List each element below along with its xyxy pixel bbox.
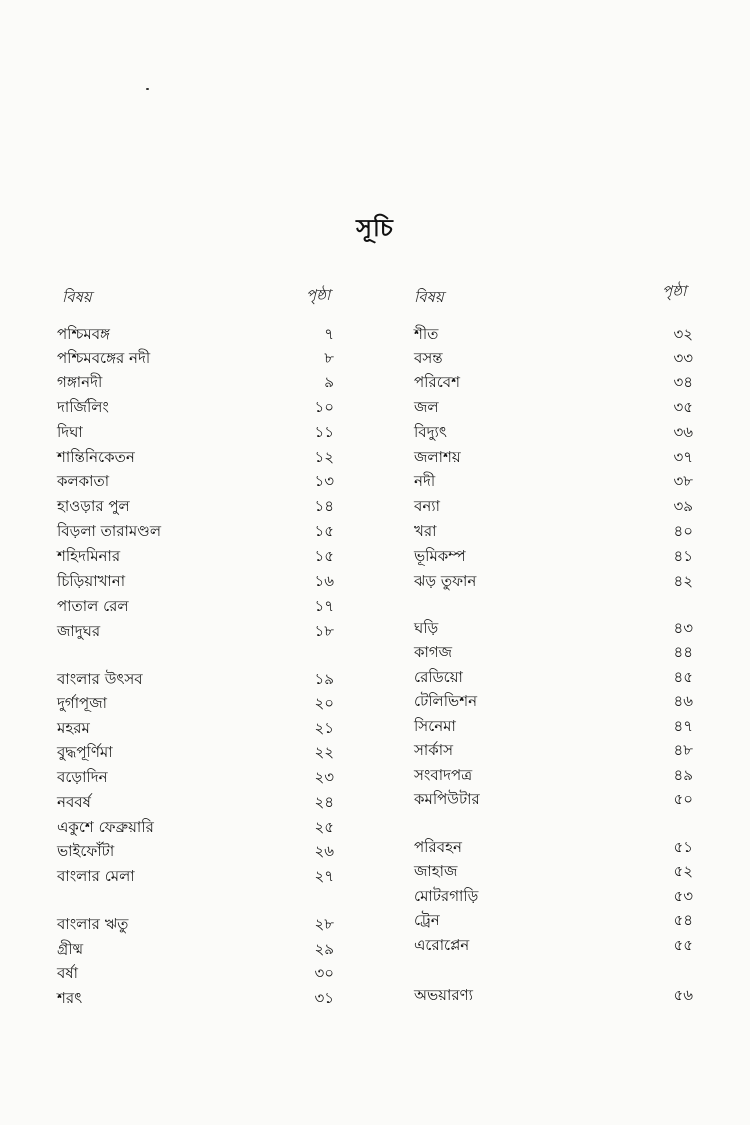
toc-entry-page-number: ৪০ [673,522,693,540]
toc-entry-label: রেডিয়ো [414,668,463,686]
toc-entry-label: বিদ্যুৎ [414,423,447,441]
toc-entry-label: হাওড়ার পুল [57,497,130,515]
toc-entry-label: দার্জিলিং [57,398,109,416]
toc-entry-label: কাগজ [414,643,453,661]
toc-entry-label: বাংলার মেলা [57,867,135,885]
toc-entry-label: বাংলার উৎসব [57,670,143,688]
right-subject-header: বিষয় [414,288,444,306]
toc-entry-label: শান্তিনিকেতন [57,448,135,466]
toc-entry-page-number: ১০ [314,398,334,416]
toc-entry-page-number: ৫২ [673,862,693,880]
toc-entry-page-number: ২৩ [314,768,334,786]
toc-entry-label: জাহাজ [414,862,458,880]
toc-entry-page-number: ২৬ [314,842,334,860]
left-page-header: পৃষ্ঠা [306,286,331,304]
toc-entry-page-number: ৫৪ [673,911,693,929]
toc-entry-label: কমপিউটার [414,790,480,808]
toc-entry-label: চিড়িয়াখানা [57,572,126,590]
toc-entry-page-number: ২৯ [314,940,334,958]
toc-entry-label: সংবাদপত্র [414,766,473,784]
toc-entry-page-number: ২৮ [314,915,334,933]
left-subject-header: বিষয় [62,288,92,306]
toc-entry-page-number: ২১ [314,719,334,737]
toc-entry-label: বুদ্ধপূর্ণিমা [57,743,113,761]
toc-entry-label: পাতাল রেল [57,597,129,615]
toc-entry-page-number: ৩১ [314,989,334,1007]
toc-entry-page-number: ১৯ [314,670,334,688]
toc-entry-page-number: ৮ [324,349,334,367]
toc-entry-label: জল [414,398,439,416]
toc-entry-page-number: ৪৪ [673,643,693,661]
toc-entry-label: টেলিভিশন [414,692,478,710]
toc-entry-page-number: ২৫ [314,818,334,836]
toc-entry-page-number: ৪১ [673,547,693,565]
toc-entry-page-number: ৩৭ [673,448,693,466]
toc-entry-label: মোটরগাড়ি [414,887,479,905]
toc-entry-page-number: ১৫ [314,547,334,565]
toc-entry-label: ঝড় তুফান [414,572,477,590]
toc-entry-page-number: ৩৪ [673,373,693,391]
toc-entry-page-number: ১৪ [314,497,334,515]
toc-entry-page-number: ২২ [314,743,334,761]
toc-entry-page-number: ২৭ [314,867,334,885]
toc-entry-page-number: ৪৫ [673,668,693,686]
page-title: সূচি [356,214,394,242]
toc-entry-label: জলাশয় [414,448,461,466]
toc-entry-label: বাংলার ঋতু [57,915,129,933]
toc-entry-page-number: ২০ [314,694,334,712]
toc-entry-page-number: ৩৯ [673,497,693,515]
toc-entry-page-number: ৫০ [673,790,693,808]
toc-entry-label: খরা [414,522,437,540]
toc-entry-page-number: ১৮ [314,622,334,640]
toc-entry-page-number: ৫৬ [673,986,693,1004]
toc-entry-label: ঘড়ি [414,619,439,637]
toc-entry-label: সিনেমা [414,717,456,735]
toc-entry-page-number: ৫৩ [673,887,693,905]
toc-entry-label: গঙ্গানদী [57,373,103,391]
toc-entry-label: শীত [414,325,439,343]
right-page-header: পৃষ্ঠা [662,282,687,300]
toc-entry-label: কলকাতা [57,472,110,490]
ink-speck [146,88,149,90]
toc-entry-page-number: ৪৩ [673,619,693,637]
toc-entry-page-number: ৪৭ [673,717,693,735]
toc-entry-page-number: ৩৬ [673,423,693,441]
toc-entry-label: পরিবেশ [414,373,460,391]
toc-entry-page-number: ৭ [324,325,334,343]
toc-entry-label: মহরম [57,719,90,737]
toc-entry-label: ভাইফোঁটা [57,842,115,860]
toc-entry-page-number: ৫৫ [673,936,693,954]
toc-entry-label: ভূমিকম্প [414,547,466,565]
toc-entry-page-number: ৩৫ [673,398,693,416]
toc-entry-page-number: ১৩ [314,472,334,490]
toc-entry-label: নববর্ষ [57,793,91,811]
toc-entry-page-number: ৪২ [673,572,693,590]
toc-entry-label: বিড়লা তারামণ্ডল [57,522,162,540]
toc-entry-label: এরোপ্লেন [414,936,470,954]
toc-entry-label: দিঘা [57,423,83,441]
toc-entry-label: বসন্ত [414,349,443,367]
toc-entry-label: ট্রেন [414,911,440,929]
toc-entry-label: শহিদমিনার [57,547,121,565]
toc-entry-page-number: ১৭ [314,597,334,615]
toc-entry-page-number: ৩৮ [673,472,693,490]
toc-entry-page-number: ৩২ [673,325,693,343]
toc-entry-page-number: ৩৩ [673,349,693,367]
toc-entry-page-number: ১২ [314,448,334,466]
toc-entry-label: পশ্চিমবঙ্গের নদী [57,349,151,367]
toc-entry-page-number: ১৬ [314,572,334,590]
toc-entry-label: শরৎ [57,989,83,1007]
toc-entry-page-number: ৫১ [673,838,693,856]
toc-entry-label: পশ্চিমবঙ্গ [57,325,110,343]
toc-entry-label: পরিবহন [414,838,462,856]
toc-entry-label: অভয়ারণ্য [414,986,474,1004]
toc-entry-page-number: ১৫ [314,522,334,540]
toc-entry-page-number: ২৪ [314,793,334,811]
toc-entry-label: বড়োদিন [57,768,108,786]
toc-entry-label: গ্রীষ্ম [57,940,84,958]
toc-entry-label: বন্যা [414,497,441,515]
toc-entry-page-number: ৪৯ [673,766,693,784]
toc-entry-page-number: ৩০ [314,964,334,982]
toc-entry-label: একুশে ফেব্রুয়ারি [57,818,154,836]
toc-entry-page-number: ৪৬ [673,692,693,710]
toc-entry-label: সার্কাস [414,741,454,759]
toc-entry-page-number: ৯ [324,373,334,391]
toc-entry-label: দুর্গাপূজা [57,694,108,712]
toc-entry-label: নদী [414,472,436,490]
toc-entry-page-number: ১১ [314,423,334,441]
toc-entry-label: জাদুঘর [57,622,101,640]
toc-entry-page-number: ৪৮ [673,741,693,759]
toc-entry-label: বর্ষা [57,964,78,982]
